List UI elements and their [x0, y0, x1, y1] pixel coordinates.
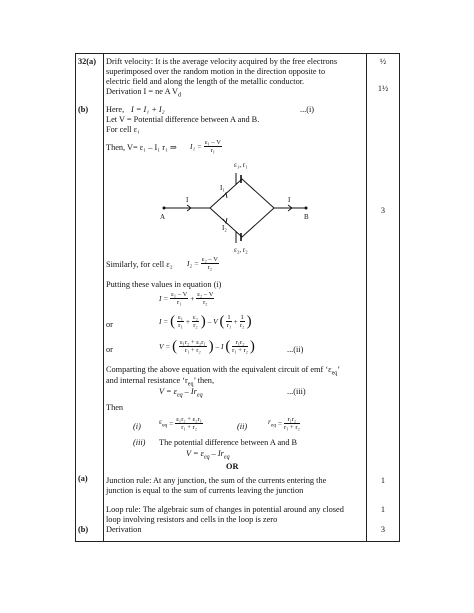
equivalent-voltage-eq: $V = \varepsilon_{eq} - Ir_{eq}$ — [159, 387, 203, 399]
final-voltage-eq: $V = \varepsilon_{eq} - Ir_{eq}$ — [186, 449, 230, 461]
question-number: 32(a) — [78, 57, 96, 66]
similarly-label: Similarly, for cell ε₂ — [106, 260, 173, 269]
comparing-line2: and internal resistance ‘$r_{eq}$’ then, — [106, 376, 215, 388]
current-rearranged-formula: I = ( $\frac{\text{ε₁}}{\text{r₁}}$ + $\frac{\text{ε₂}}{\text{r₂}}$ ) – V ( $\frac{1}{\text{r₁}}$ + $\frac{1}{\text{r₂}}$ ) — [159, 313, 252, 330]
equivalent-emf-formula: $\varepsilon_{eq}$ = $\frac{\text{ε₁r₂ + ε₂r₁}}{\text{r₁ + r₂}}$ — [159, 416, 202, 431]
or-part-a-label: (a) — [78, 474, 88, 483]
circuit-diagram — [150, 155, 320, 255]
drift-definition-line3: electric field and along the length of the metallic conductor. — [106, 77, 305, 86]
marks-b: 3 — [380, 206, 386, 215]
comparing-line1: Comparting the above equation with the equivalent circuit of emf ‘$\varepsilon_{eq}$’ — [106, 365, 341, 377]
node-b-label: B — [304, 213, 309, 221]
equivalent-resistance-formula: $r_{eq}$ = $\frac{\text{r₁r₂}}{\text{r₁ + r₂}}$ — [268, 416, 300, 431]
current-sum-formula: I = $\frac{\text{ε₁ – V}}{\text{r₁}}$ + $\frac{\text{ε₂ – V}}{\text{r₂}}$ — [159, 291, 214, 306]
i2-formula: I₂ = $\frac{\text{ε₂ – V}}{\text{r₂}}$ — [187, 256, 218, 271]
for-cell-1: For cell ε₁ — [106, 125, 141, 134]
current-i2-label: I₂ — [222, 224, 227, 232]
or-heading: OR — [226, 462, 239, 471]
here-label: Here, — [106, 105, 125, 114]
current-i-left-label: I — [186, 196, 189, 204]
marks-derivation: 1½ — [377, 84, 389, 93]
marks-or-derivation: 3 — [380, 525, 386, 534]
putting-values-label: Putting these values in equation (i) — [106, 280, 222, 289]
cell1-label: ε₁, r₁ — [234, 161, 248, 169]
loop-rule-line1: Loop rule: The algebraic sum of changes in potential around any closed — [106, 505, 344, 514]
junction-rule-line1: Junction rule: At any junction, the sum of the currents entering the — [106, 476, 327, 485]
potential-difference-statement: The potential difference between A and B — [159, 438, 298, 447]
column-divider-left — [103, 53, 104, 542]
marks-loop: 1 — [380, 505, 386, 514]
drift-definition-line2: superimposed over the random motion in the direction opposite to — [106, 67, 326, 76]
part-b-label: (b) — [78, 105, 89, 114]
then-equation: Then, V= ε₁ – I₁ r₁ ⇒ — [106, 143, 177, 152]
voltage-formula: V = ( $\frac{\text{ε₁r₂ + ε₂r₁}}{\text{r₁ + r₂}}$ ) – I ( $\frac{\text{r₁r₂}}{\text{r₁ + r₂}}$ ) — [159, 338, 255, 355]
derivation-label: Derivation — [106, 525, 142, 534]
result-ii-label: (ii) — [237, 422, 248, 431]
drift-definition-line1: Drift velocity: It is the average velocity acquired by the free electrons — [106, 57, 338, 66]
equation-ref-ii: ...(ii) — [287, 345, 304, 354]
current-sum-equation: I = I₁ + I₂ — [131, 105, 165, 114]
result-iii-label: (iii) — [133, 438, 146, 447]
result-i-label: (i) — [133, 422, 141, 431]
or-part-b-label: (b) — [78, 525, 89, 534]
cell2-label: ε₂, r₂ — [234, 246, 248, 254]
current-i1-label: I₁ — [220, 184, 225, 192]
current-i-right-label: I — [288, 196, 291, 204]
marks-a: ½ — [379, 57, 387, 66]
or-label-1: or — [106, 320, 113, 329]
let-v-statement: Let V = Potential difference between A and B. — [106, 115, 260, 124]
loop-rule-line2: loop involving resistors and cells in the loop is zero — [106, 515, 278, 524]
equation-ref-i: ...(i) — [300, 105, 315, 114]
equation-ref-iii: ...(iii) — [287, 387, 306, 396]
column-divider-right — [366, 53, 367, 542]
node-a-label: A — [160, 213, 166, 221]
marks-junction: 1 — [380, 476, 386, 485]
then-label: Then — [106, 403, 124, 412]
derivation-formula: Derivation I = ne A $V_d$ — [106, 87, 182, 99]
or-label-2: or — [106, 345, 113, 354]
i1-formula: I₁ = $\frac{\text{ε₁ – V}}{\text{r₁}}$ — [190, 139, 221, 154]
junction-rule-line2: junction is equal to the sum of currents leaving the junction — [106, 486, 304, 495]
